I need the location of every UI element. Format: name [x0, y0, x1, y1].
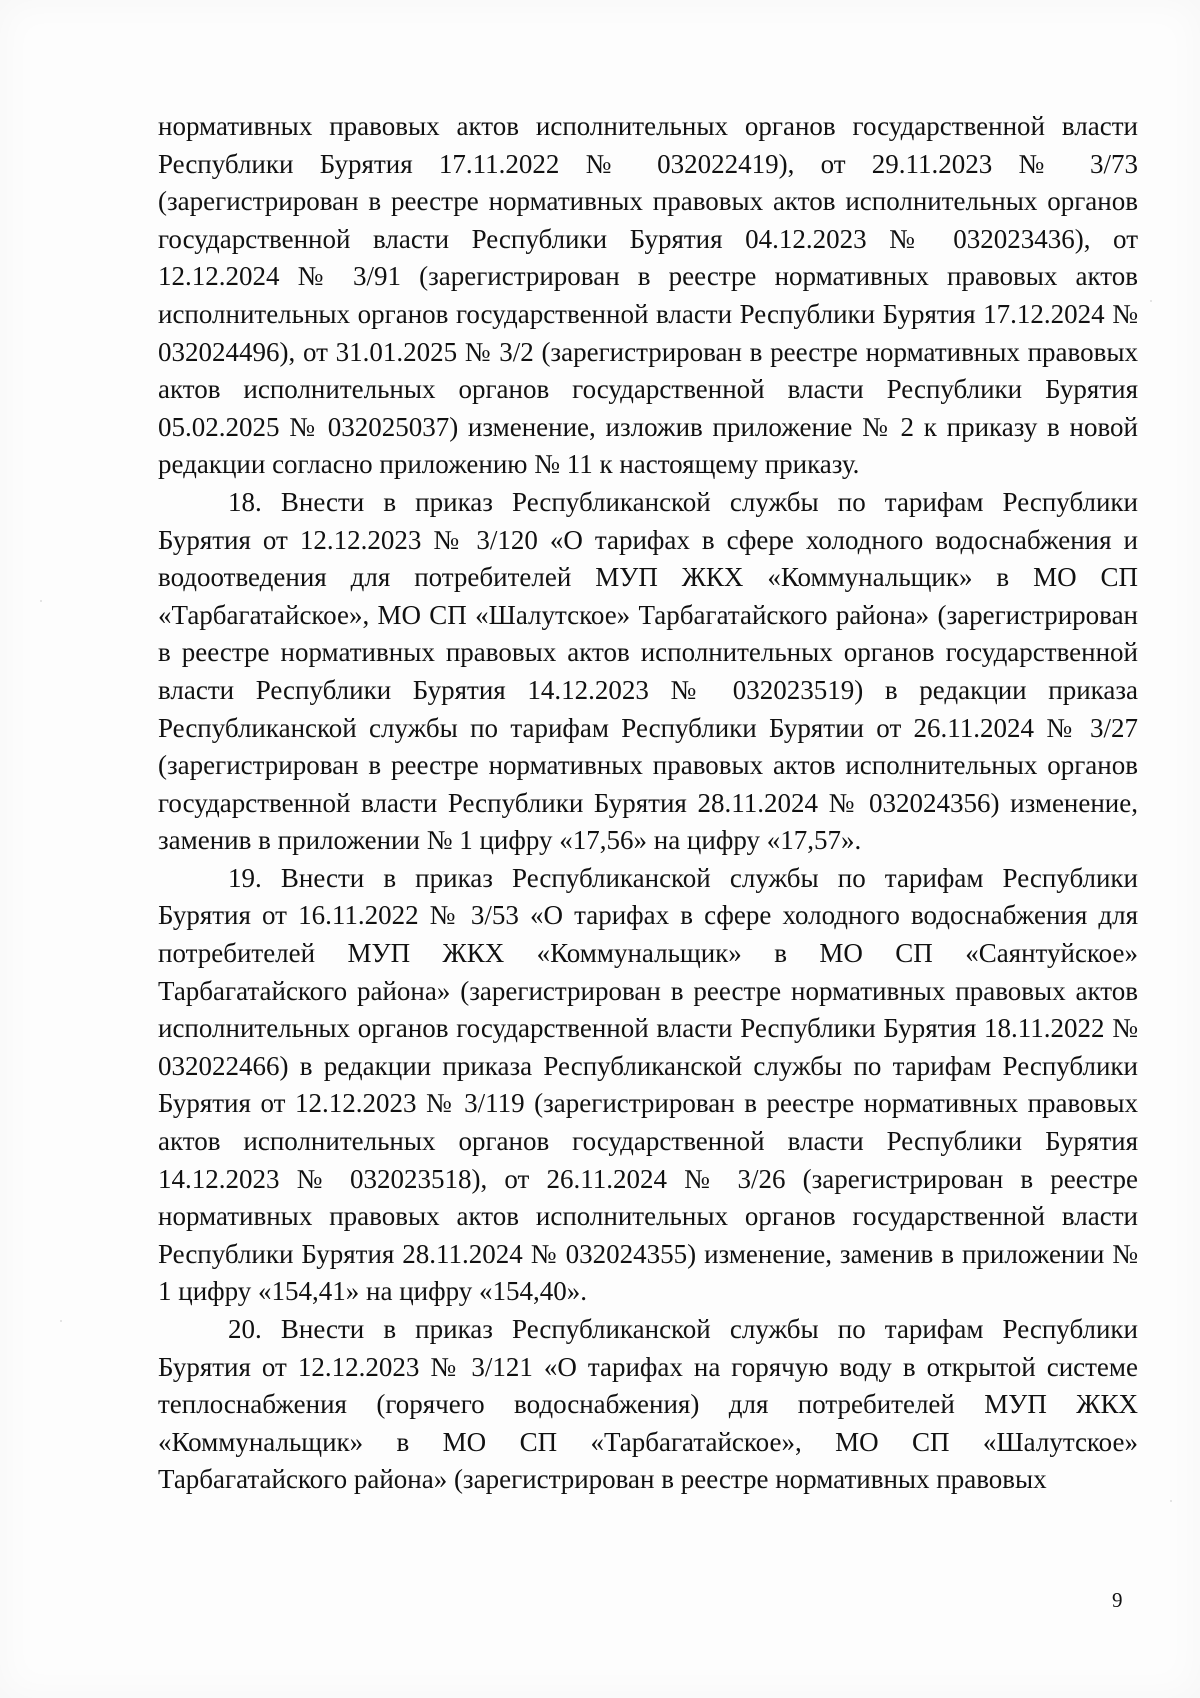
scan-speck	[60, 1320, 62, 1322]
scan-speck	[40, 600, 42, 602]
scan-speck	[1170, 1500, 1172, 1502]
paragraph-continued: нормативных правовых актов исполнительных органов государственной власти Республики Бурятия 17.11.2022 № 032022419), от 29.11.2023 № 3/73 (зарегистрирован в реестре нормативных правовых актов исполнительных органов государственной власти Республики Бурятия 04.12.2023 № 032023436), от 12.12.2024 № 3/91 (зарегистрирован в реестре нормативных правовых актов исполнительных органов государственной власти Республики Бурятия 17.12.2024 № 032024496), от 31.01.2025 № 3/2 (зарегистрирован в реестре нормативных правовых актов исполнительных органов государственной власти Республики Бурятия 05.02.2025 № 032025037) изменение, изложив приложение № 2 к приказу в новой редакции согласно приложению № 11 к настоящему приказу.	[158, 111, 1138, 480]
scan-speck	[1150, 300, 1152, 302]
paragraph-item-20: 20. Внести в приказ Республиканской службы по тарифам Республики Бурятия от 12.12.2023 № 3/121 «О тарифах на горячую воду в открытой системе теплоснабжения (горячего водоснабжения) для потребителей МУП ЖКХ «Коммунальщик» в МО СП «Тарбагатайское», МО СП «Шалутское» Тарбагатайского района» (зарегистрирован в реестре нормативных правовых	[158, 1314, 1138, 1495]
paragraph-item-18: 18. Внести в приказ Республиканской службы по тарифам Республики Бурятия от 12.12.2023 № 3/120 «О тарифах в сфере холодного водоснабжения и водоотведения для потребителей МУП ЖКХ «Коммунальщик» в МО СП «Тарбагатайское», МО СП «Шалутское» Тарбагатайского района» (зарегистрирован в реестре нормативных правовых актов исполнительных органов государственной власти Республики Бурятия 14.12.2023 № 032023519) в редакции приказа Республиканской службы по тарифам Республики Бурятии от 26.11.2024 № 3/27 (зарегистрирован в реестре нормативных правовых актов исполнительных органов государственной власти Республики Бурятия 28.11.2024 № 032024356) изменение, заменив в приложении № 1 цифру «17,56» на цифру «17,57».	[158, 486, 1138, 856]
document-body	[158, 108, 1138, 1499]
page-number: 9	[1112, 1588, 1123, 1612]
paragraph-item-19: 19. Внести в приказ Республиканской службы по тарифам Республики Бурятия от 16.11.2022 № 3/53 «О тарифах в сфере холодного водоснабжения для потребителей МУП ЖКХ «Коммунальщик» в МО СП «Саянтуйское» Тарбагатайского района» (зарегистрирован в реестре нормативных правовых актов исполнительных органов государственной власти Республики Бурятия 18.11.2022 № 032022466) в редакции приказа Республиканской службы по тарифам Республики Бурятия от 12.12.2023 № 3/119 (зарегистрирован в реестре нормативных правовых актов исполнительных органов государственной власти Республики Бурятия 14.12.2023 № 032023518), от 26.11.2024 № 3/26 (зарегистрирован в реестре нормативных правовых актов исполнительных органов государственной власти Республики Бурятия 28.11.2024 № 032024355) изменение, заменив в приложении № 1 цифру «154,41» на цифру «154,40».	[158, 862, 1138, 1307]
